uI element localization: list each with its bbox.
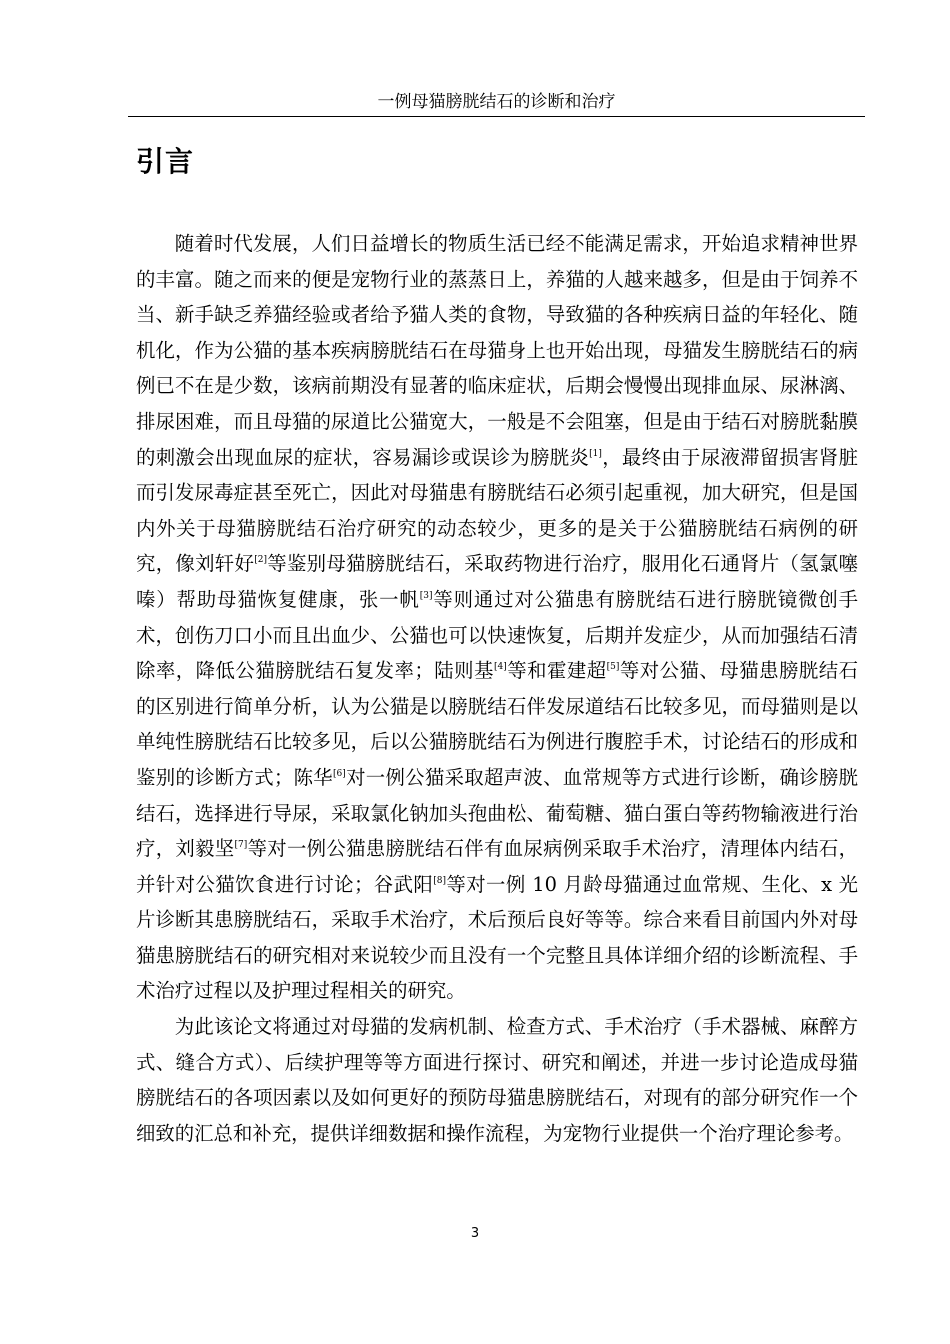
body-text <box>136 226 858 1151</box>
page-header <box>128 92 865 117</box>
text-run: 等和霍建超 <box>506 659 607 683</box>
text-run: 随着时代发展，人们日益增长的物质生活已经不能满足需求，开始追求精神世界的丰富。随之而来的便是宠物行业的蒸蒸日上，养猫的人越来越多，但是由于饲养不当、新手缺乏养猫经验或者给予猫人类的食物，导致猫的各种疾病日益的年轻化、随机化，作为公猫的基本疾病膀胱结石在母猫身上也开始出现，母猫发生膀胱结石的病例已不在是少数，该病前期没有显著的临床症状，后期会慢慢出现排血尿、尿淋漓、排尿困难，而且母猫的尿道比公猫宽大，一般是不会阻塞，但是由于结石对膀胱黏膜的刺激会出现血尿的症状，容易漏诊或误诊为膀胱炎 <box>136 232 858 469</box>
page-number: 3 <box>470 1226 480 1241</box>
text-run: 等则通过对公猫患有膀胱结石进行膀胱镜微创手术，创伤刀口小而且出血少、公猫也可以快速恢复，后期并发症少，从而加强结石清除率，降低公猫膀胱结石复发率；陆则基 <box>136 587 859 683</box>
text-run: 为此该论文将通过对母猫的发病机制、检查方式、手术治疗（手术器械、麻醉方式、缝合方式）、后续护理等等方面进行探讨、研究和阐述，并进一步讨论造成母猫膀胱结石的各项因素以及如何更好的预防母猫患膀胱结石，对现有的部分研究作一个细致的汇总和补充，提供详细数据和操作流程，为宠物行业提供一个治疗理论参考。 <box>136 1015 858 1145</box>
citation-ref: [1] <box>589 448 602 459</box>
citation-ref: [6] <box>333 768 346 779</box>
citation-ref: [8] <box>433 875 446 886</box>
text-run: 对一例公猫采取超声波、血常规等方式进行诊断，确诊膀胱结石，选择进行导尿，采取氯化钠加头孢曲松、葡萄糖、猫白蛋白等药物输液进行治疗，刘毅坚 <box>136 765 859 861</box>
text-run: ，最终由于尿液滞留损害肾脏而引发尿毒症甚至死亡，因此对母猫患有膀胱结石必须引起重视，加大研究，但是国内外关于母猫膀胱结石治疗研究的动态较少，更多的是关于公猫膀胱结石病例的研究，像刘轩好 <box>136 445 859 576</box>
text-run: 等对公猫、母猫患膀胱结石的区别进行简单分析，认为公猫是以膀胱结石伴发尿道结石比较多见，而母猫则是以单纯性膀胱结石比较多见，后以公猫膀胱结石为例进行腹腔手术，讨论结石的形成和鉴别的诊断方式；陈华 <box>136 659 859 789</box>
section-heading: 引言 <box>136 145 195 178</box>
citation-ref: [7] <box>234 840 248 851</box>
paragraph <box>136 226 858 1009</box>
citation-ref: [2] <box>254 555 267 566</box>
text-run: 等对一例 10 月龄母猫通过血常规、生化、x 光片诊断其患膀胱结石，采取手术治疗，术后预后良好等等。综合来看目前国内外对母猫患膀胱结石的研究相对来说较少而且没有一个完整且具体详细介绍的诊断流程、手术治疗过程以及护理过程相关的研究。 <box>136 872 858 1003</box>
citation-ref: [3] <box>419 590 433 601</box>
citation-ref: [5] <box>606 662 620 673</box>
citation-ref: [4] <box>493 662 507 673</box>
text-run: 等鉴别母猫膀胱结石，采取药物进行治疗，服用化石通肾片（氢氯噻嗪）帮助母猫恢复健康，张一帆 <box>136 552 859 611</box>
header-title: 一例母猫膀胱结石的诊断和治疗 <box>377 92 616 112</box>
paragraph <box>136 1009 858 1151</box>
text-run: 等对一例公猫患膀胱结石伴有血尿病例采取手术治疗，清理体内结石，并针对公猫饮食进行讨论；谷武阳 <box>136 837 859 896</box>
